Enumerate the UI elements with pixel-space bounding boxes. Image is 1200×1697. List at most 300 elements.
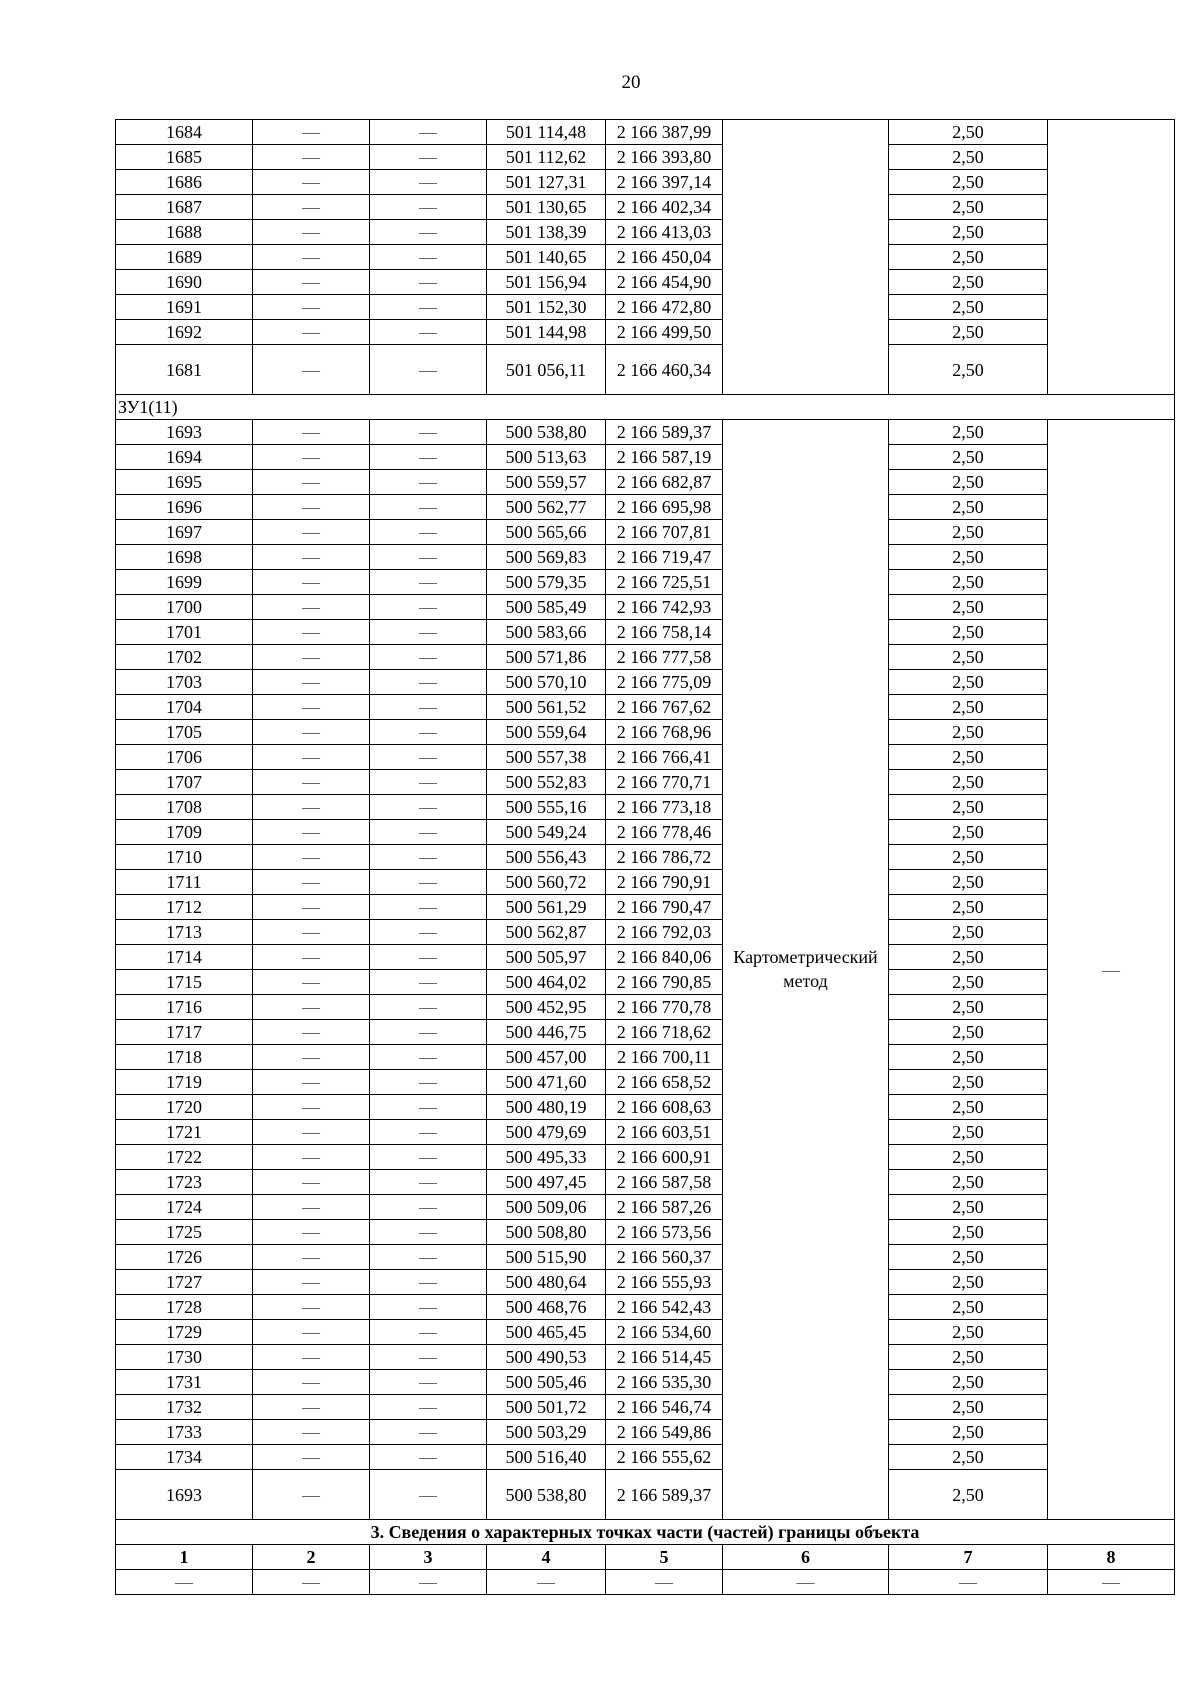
old-x-cell: — [253,1470,370,1520]
point-number-cell: 1705 [116,720,253,745]
y-coordinate-cell: 2 166 700,11 [606,1045,723,1070]
y-coordinate-cell: 2 166 775,09 [606,670,723,695]
column-number: 6 [723,1545,889,1570]
old-x-cell: — [253,295,370,320]
table-row [116,1170,1175,1195]
old-y-cell: — [370,220,487,245]
x-coordinate-cell: 501 112,62 [487,145,606,170]
accuracy-cell: 2,50 [889,470,1048,495]
y-coordinate-cell: 2 166 587,58 [606,1170,723,1195]
accuracy-cell: 2,50 [889,1020,1048,1045]
point-number-cell: 1691 [116,295,253,320]
point-number-cell: 1727 [116,1270,253,1295]
x-coordinate-cell: 500 579,35 [487,570,606,595]
column-numbers-row [116,1545,1175,1570]
accuracy-cell: 2,50 [889,1145,1048,1170]
x-coordinate-cell: 500 556,43 [487,845,606,870]
y-coordinate-cell: 2 166 402,34 [606,195,723,220]
point-number-cell: 1704 [116,695,253,720]
x-coordinate-cell: 500 468,76 [487,1295,606,1320]
x-coordinate-cell: 500 480,64 [487,1270,606,1295]
y-coordinate-cell: 2 166 535,30 [606,1370,723,1395]
point-number-cell: 1692 [116,320,253,345]
y-coordinate-cell: 2 166 777,58 [606,645,723,670]
accuracy-cell: 2,50 [889,220,1048,245]
table-row [116,995,1175,1020]
y-coordinate-cell: 2 166 499,50 [606,320,723,345]
point-number-cell: 1700 [116,595,253,620]
x-coordinate-cell: 500 538,80 [487,1470,606,1520]
old-x-cell: — [253,1370,370,1395]
x-coordinate-cell: 501 127,31 [487,170,606,195]
old-y-cell: — [370,870,487,895]
old-y-cell: — [370,320,487,345]
old-x-cell: — [253,1270,370,1295]
accuracy-cell: 2,50 [889,695,1048,720]
old-x-cell: — [253,620,370,645]
x-coordinate-cell: 500 452,95 [487,995,606,1020]
point-number-cell: 1715 [116,970,253,995]
point-number-cell: 1686 [116,170,253,195]
old-y-cell: — [370,1445,487,1470]
x-coordinate-cell: 500 505,97 [487,945,606,970]
old-y-cell: — [370,270,487,295]
description-cell: — [1048,420,1175,1520]
x-coordinate-cell: 500 446,75 [487,1020,606,1045]
point-number-cell: 1694 [116,445,253,470]
x-coordinate-cell: 500 562,77 [487,495,606,520]
old-x-cell: — [253,270,370,295]
accuracy-cell: 2,50 [889,1470,1048,1520]
old-y-cell: — [370,520,487,545]
old-x-cell: — [253,720,370,745]
accuracy-cell: 2,50 [889,1245,1048,1270]
old-x-cell: — [253,1445,370,1470]
x-coordinate-cell: 501 138,39 [487,220,606,245]
x-coordinate-cell: 500 515,90 [487,1245,606,1270]
point-number-cell: 1699 [116,570,253,595]
method-cell: Картометрический метод [723,420,889,1520]
table-row [116,620,1175,645]
y-coordinate-cell: 2 166 792,03 [606,920,723,945]
accuracy-cell: 2,50 [889,170,1048,195]
old-y-cell: — [370,895,487,920]
old-x-cell: — [253,1120,370,1145]
y-coordinate-cell: 2 166 707,81 [606,520,723,545]
y-coordinate-cell: 2 166 725,51 [606,570,723,595]
old-x-cell: — [253,795,370,820]
empty-cell: — [889,1570,1048,1595]
old-x-cell: — [253,820,370,845]
page-number: 20 [621,72,641,93]
x-coordinate-cell: 500 501,72 [487,1395,606,1420]
old-x-cell: — [253,170,370,195]
table-row [116,920,1175,945]
table-row [116,1020,1175,1045]
table-row [116,1120,1175,1145]
accuracy-cell: 2,50 [889,345,1048,395]
old-y-cell: — [370,145,487,170]
y-coordinate-cell: 2 166 778,46 [606,820,723,845]
old-y-cell: — [370,695,487,720]
y-coordinate-cell: 2 166 840,06 [606,945,723,970]
point-number-cell: 1732 [116,1395,253,1420]
point-number-cell: 1701 [116,620,253,645]
x-coordinate-cell: 500 585,49 [487,595,606,620]
x-coordinate-cell: 501 130,65 [487,195,606,220]
accuracy-cell: 2,50 [889,1220,1048,1245]
point-number-cell: 1719 [116,1070,253,1095]
y-coordinate-cell: 2 166 534,60 [606,1320,723,1345]
table-row [116,195,1175,220]
old-y-cell: — [370,820,487,845]
point-number-cell: 1708 [116,795,253,820]
old-y-cell: — [370,1295,487,1320]
accuracy-cell: 2,50 [889,495,1048,520]
point-number-cell: 1723 [116,1170,253,1195]
old-y-cell: — [370,1120,487,1145]
table-row [116,970,1175,995]
table-row [116,1045,1175,1070]
table-row [116,770,1175,795]
old-x-cell: — [253,195,370,220]
column-number: 1 [116,1545,253,1570]
y-coordinate-cell: 2 166 573,56 [606,1220,723,1245]
accuracy-cell: 2,50 [889,445,1048,470]
accuracy-cell: 2,50 [889,545,1048,570]
point-number-cell: 1696 [116,495,253,520]
point-number-cell: 1688 [116,220,253,245]
table-row [116,170,1175,195]
table-row [116,1445,1175,1470]
old-y-cell: — [370,745,487,770]
old-x-cell: — [253,870,370,895]
accuracy-cell: 2,50 [889,945,1048,970]
old-y-cell: — [370,245,487,270]
point-number-cell: 1707 [116,770,253,795]
y-coordinate-cell: 2 166 766,41 [606,745,723,770]
accuracy-cell: 2,50 [889,1420,1048,1445]
old-y-cell: — [370,1395,487,1420]
y-coordinate-cell: 2 166 790,91 [606,870,723,895]
old-y-cell: — [370,495,487,520]
x-coordinate-cell: 501 152,30 [487,295,606,320]
y-coordinate-cell: 2 166 718,62 [606,1020,723,1045]
old-x-cell: — [253,1070,370,1095]
x-coordinate-cell: 500 555,16 [487,795,606,820]
old-x-cell: — [253,770,370,795]
table-row [116,670,1175,695]
old-x-cell: — [253,120,370,145]
y-coordinate-cell: 2 166 658,52 [606,1070,723,1095]
empty-cell: — [606,1570,723,1595]
table-body [116,120,1175,1595]
y-coordinate-cell: 2 166 790,85 [606,970,723,995]
x-coordinate-cell: 500 516,40 [487,1445,606,1470]
old-y-cell: — [370,1270,487,1295]
old-y-cell: — [370,195,487,220]
accuracy-cell: 2,50 [889,1345,1048,1370]
old-y-cell: — [370,1020,487,1045]
table-row [116,320,1175,345]
table-row [116,895,1175,920]
old-y-cell: — [370,970,487,995]
y-coordinate-cell: 2 166 742,93 [606,595,723,620]
x-coordinate-cell: 500 562,87 [487,920,606,945]
point-number-cell: 1710 [116,845,253,870]
point-number-cell: 1724 [116,1195,253,1220]
table-row [116,745,1175,770]
x-coordinate-cell: 500 465,45 [487,1320,606,1345]
old-y-cell: — [370,595,487,620]
accuracy-cell: 2,50 [889,745,1048,770]
old-y-cell: — [370,1420,487,1445]
table-row [116,570,1175,595]
y-coordinate-cell: 2 166 603,51 [606,1120,723,1145]
accuracy-cell: 2,50 [889,245,1048,270]
table-row [116,695,1175,720]
accuracy-cell: 2,50 [889,1320,1048,1345]
x-coordinate-cell: 500 565,66 [487,520,606,545]
old-y-cell: — [370,770,487,795]
accuracy-cell: 2,50 [889,720,1048,745]
point-number-cell: 1729 [116,1320,253,1345]
point-number-cell: 1693 [116,1470,253,1520]
table-row [116,1220,1175,1245]
y-coordinate-cell: 2 166 542,43 [606,1295,723,1320]
old-x-cell: — [253,1320,370,1345]
accuracy-cell: 2,50 [889,1195,1048,1220]
point-number-cell: 1717 [116,1020,253,1045]
column-number: 2 [253,1545,370,1570]
table-row [116,295,1175,320]
old-x-cell: — [253,845,370,870]
accuracy-cell: 2,50 [889,420,1048,445]
accuracy-cell: 2,50 [889,1370,1048,1395]
table-row [116,720,1175,745]
old-y-cell: — [370,720,487,745]
old-x-cell: — [253,320,370,345]
old-y-cell: — [370,1345,487,1370]
x-coordinate-cell: 500 505,46 [487,1370,606,1395]
point-number-cell: 1703 [116,670,253,695]
old-y-cell: — [370,670,487,695]
old-x-cell: — [253,1245,370,1270]
accuracy-cell: 2,50 [889,1170,1048,1195]
table-row [116,945,1175,970]
point-number-cell: 1725 [116,1220,253,1245]
old-y-cell: — [370,170,487,195]
y-coordinate-cell: 2 166 608,63 [606,1095,723,1120]
table-row [116,1470,1175,1520]
point-number-cell: 1714 [116,945,253,970]
table-row [116,120,1175,145]
x-coordinate-cell: 500 559,57 [487,470,606,495]
old-x-cell: — [253,1020,370,1045]
table-row [116,420,1175,445]
table-row [116,845,1175,870]
y-coordinate-cell: 2 166 790,47 [606,895,723,920]
old-y-cell: — [370,120,487,145]
x-coordinate-cell: 500 552,83 [487,770,606,795]
accuracy-cell: 2,50 [889,570,1048,595]
accuracy-cell: 2,50 [889,895,1048,920]
point-number-cell: 1709 [116,820,253,845]
y-coordinate-cell: 2 166 768,96 [606,720,723,745]
old-y-cell: — [370,570,487,595]
column-number: 4 [487,1545,606,1570]
y-coordinate-cell: 2 166 589,37 [606,1470,723,1520]
section-heading-row [116,1520,1175,1545]
table-row [116,220,1175,245]
table-row [116,345,1175,395]
point-number-cell: 1687 [116,195,253,220]
x-coordinate-cell: 500 549,24 [487,820,606,845]
old-x-cell: — [253,645,370,670]
column-number: 5 [606,1545,723,1570]
y-coordinate-cell: 2 166 555,62 [606,1445,723,1470]
y-coordinate-cell: 2 166 587,19 [606,445,723,470]
x-coordinate-cell: 500 509,06 [487,1195,606,1220]
section-3-heading: 3. Сведения о характерных точках части (частей) границы объекта [116,1520,1175,1545]
old-y-cell: — [370,345,487,395]
y-coordinate-cell: 2 166 549,86 [606,1420,723,1445]
accuracy-cell: 2,50 [889,1445,1048,1470]
old-y-cell: — [370,545,487,570]
x-coordinate-cell: 500 508,80 [487,1220,606,1245]
table-row [116,1370,1175,1395]
y-coordinate-cell: 2 166 773,18 [606,795,723,820]
empty-cell: — [116,1570,253,1595]
table-row [116,545,1175,570]
point-number-cell: 1713 [116,920,253,945]
empty-cell: — [723,1570,889,1595]
old-x-cell: — [253,1345,370,1370]
y-coordinate-cell: 2 166 719,47 [606,545,723,570]
y-coordinate-cell: 2 166 514,45 [606,1345,723,1370]
old-y-cell: — [370,1370,487,1395]
point-number-cell: 1731 [116,1370,253,1395]
point-number-cell: 1689 [116,245,253,270]
method-cell-empty [723,120,889,395]
old-x-cell: — [253,1195,370,1220]
x-coordinate-cell: 500 464,02 [487,970,606,995]
old-x-cell: — [253,245,370,270]
old-x-cell: — [253,670,370,695]
old-x-cell: — [253,220,370,245]
x-coordinate-cell: 500 538,80 [487,420,606,445]
y-coordinate-cell: 2 166 770,71 [606,770,723,795]
x-coordinate-cell: 500 570,10 [487,670,606,695]
table-row [116,820,1175,845]
table-row [116,795,1175,820]
old-x-cell: — [253,1220,370,1245]
y-coordinate-cell: 2 166 682,87 [606,470,723,495]
old-x-cell: — [253,1045,370,1070]
table-row [116,1070,1175,1095]
accuracy-cell: 2,50 [889,670,1048,695]
old-y-cell: — [370,1045,487,1070]
old-x-cell: — [253,1170,370,1195]
x-coordinate-cell: 500 495,33 [487,1145,606,1170]
section-label-row [116,395,1175,420]
table-row [116,1320,1175,1345]
accuracy-cell: 2,50 [889,320,1048,345]
table-row [116,1345,1175,1370]
old-y-cell: — [370,945,487,970]
old-y-cell: — [370,620,487,645]
y-coordinate-cell: 2 166 600,91 [606,1145,723,1170]
accuracy-cell: 2,50 [889,520,1048,545]
table-row [116,1095,1175,1120]
table-row [116,870,1175,895]
point-number-cell: 1681 [116,345,253,395]
empty-cell: — [487,1570,606,1595]
old-x-cell: — [253,345,370,395]
accuracy-cell: 2,50 [889,770,1048,795]
y-coordinate-cell: 2 166 695,98 [606,495,723,520]
x-coordinate-cell: 500 497,45 [487,1170,606,1195]
old-x-cell: — [253,695,370,720]
accuracy-cell: 2,50 [889,270,1048,295]
x-coordinate-cell: 500 569,83 [487,545,606,570]
old-x-cell: — [253,945,370,970]
x-coordinate-cell: 501 140,65 [487,245,606,270]
old-x-cell: — [253,1420,370,1445]
y-coordinate-cell: 2 166 555,93 [606,1270,723,1295]
point-number-cell: 1693 [116,420,253,445]
x-coordinate-cell: 500 503,29 [487,1420,606,1445]
old-y-cell: — [370,445,487,470]
old-y-cell: — [370,1220,487,1245]
table-row [116,1295,1175,1320]
point-number-cell: 1728 [116,1295,253,1320]
old-y-cell: — [370,995,487,1020]
y-coordinate-cell: 2 166 387,99 [606,120,723,145]
table-row [116,520,1175,545]
old-x-cell: — [253,995,370,1020]
old-y-cell: — [370,1070,487,1095]
old-y-cell: — [370,920,487,945]
x-coordinate-cell: 501 114,48 [487,120,606,145]
accuracy-cell: 2,50 [889,120,1048,145]
old-y-cell: — [370,1245,487,1270]
old-y-cell: — [370,1170,487,1195]
table-row [116,645,1175,670]
table-row [116,1420,1175,1445]
old-x-cell: — [253,895,370,920]
point-number-cell: 1722 [116,1145,253,1170]
point-number-cell: 1698 [116,545,253,570]
empty-cell: — [253,1570,370,1595]
column-number: 3 [370,1545,487,1570]
old-x-cell: — [253,1295,370,1320]
empty-cell: — [1048,1570,1175,1595]
table-row [116,270,1175,295]
x-coordinate-cell: 500 457,00 [487,1045,606,1070]
table-row [116,1195,1175,1220]
point-number-cell: 1721 [116,1120,253,1145]
accuracy-cell: 2,50 [889,870,1048,895]
table-row [116,1145,1175,1170]
accuracy-cell: 2,50 [889,920,1048,945]
x-coordinate-cell: 500 571,86 [487,645,606,670]
old-x-cell: — [253,1095,370,1120]
point-number-cell: 1697 [116,520,253,545]
old-y-cell: — [370,470,487,495]
point-number-cell: 1718 [116,1045,253,1070]
y-coordinate-cell: 2 166 397,14 [606,170,723,195]
